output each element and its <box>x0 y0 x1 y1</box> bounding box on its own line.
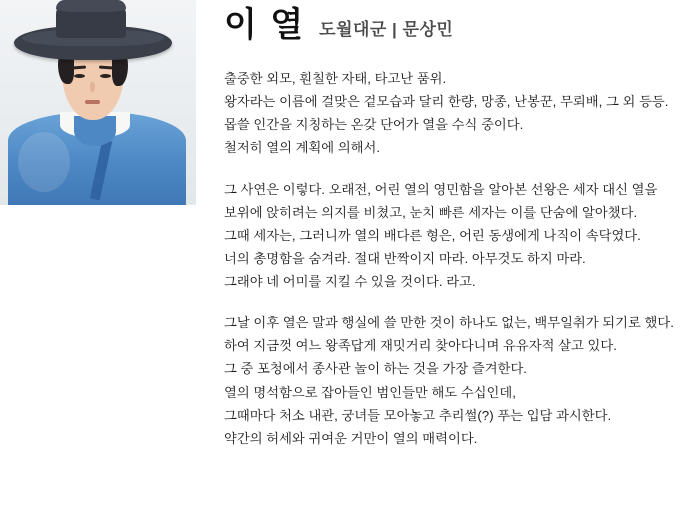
description-line: 몹쓸 인간을 지칭하는 온갖 단어가 열을 수식 중이다. <box>224 117 524 133</box>
description-paragraph-2 <box>224 178 694 294</box>
description-line: 너의 총명함을 숨겨라. 절대 반짝이지 마라. 아무것도 하지 마라. <box>224 250 586 266</box>
description-line: 하여 지금껏 여느 왕족답게 재밋거리 찾아다니며 유유자적 살고 있다. <box>224 338 617 354</box>
character-text-column <box>224 0 694 450</box>
nose <box>90 82 95 92</box>
description-line: 약간의 허세와 귀여운 거만이 열의 매력이다. <box>224 430 478 446</box>
description-paragraph-1 <box>224 67 694 160</box>
robe-highlight <box>18 132 70 192</box>
description-line: 그래야 네 어미를 지킬 수 있을 것이다. 라고. <box>224 274 476 290</box>
character-name: 이 열 <box>224 6 306 44</box>
eye-right <box>100 74 111 78</box>
description-line: 그때마다 처소 내관, 궁녀들 모아놓고 추리썰(?) 푸는 입담 과시한다. <box>224 407 612 423</box>
gat-hat-crown-top <box>56 0 126 12</box>
eye-left <box>74 74 85 78</box>
character-portrait <box>0 0 196 205</box>
description-line: 그 사연은 이렇다. 오래전, 어린 열의 영민함을 알아본 선왕은 세자 대신 열을 <box>224 181 658 197</box>
character-heading <box>224 0 694 45</box>
description-line: 그 중 포청에서 종사관 놀이 하는 것을 가장 즐겨한다. <box>224 361 527 377</box>
description-line: 왕자라는 이름에 걸맞은 겉모습과 달리 한량, 망종, 난봉꾼, 무뢰배, 그 외 등등. <box>224 94 669 110</box>
character-subtitle: 도월대군 | 문상민 <box>319 20 454 40</box>
mouth <box>85 100 100 104</box>
description-line: 보위에 앉히려는 의지를 비쳤고, 눈치 빠른 세자는 이를 단숨에 알아챘다. <box>224 204 638 220</box>
description-line: 그날 이후 열은 말과 행실에 쓸 만한 것이 하나도 없는, 백무일취가 되기로 했다. <box>224 315 674 331</box>
description-line: 그때 세자는, 그러니까 열의 배다른 형은, 어린 동생에게 나직이 속닥였다. <box>224 227 641 243</box>
outer-collar <box>74 116 116 146</box>
description-line: 출중한 외모, 훤칠한 자태, 타고난 품위. <box>224 71 447 87</box>
description-line: 열의 명석함으로 잡아들인 범인들만 해도 수십인데, <box>224 384 516 400</box>
description-paragraph-3 <box>224 311 694 450</box>
description-line: 철저히 열의 계획에 의해서. <box>224 140 381 156</box>
